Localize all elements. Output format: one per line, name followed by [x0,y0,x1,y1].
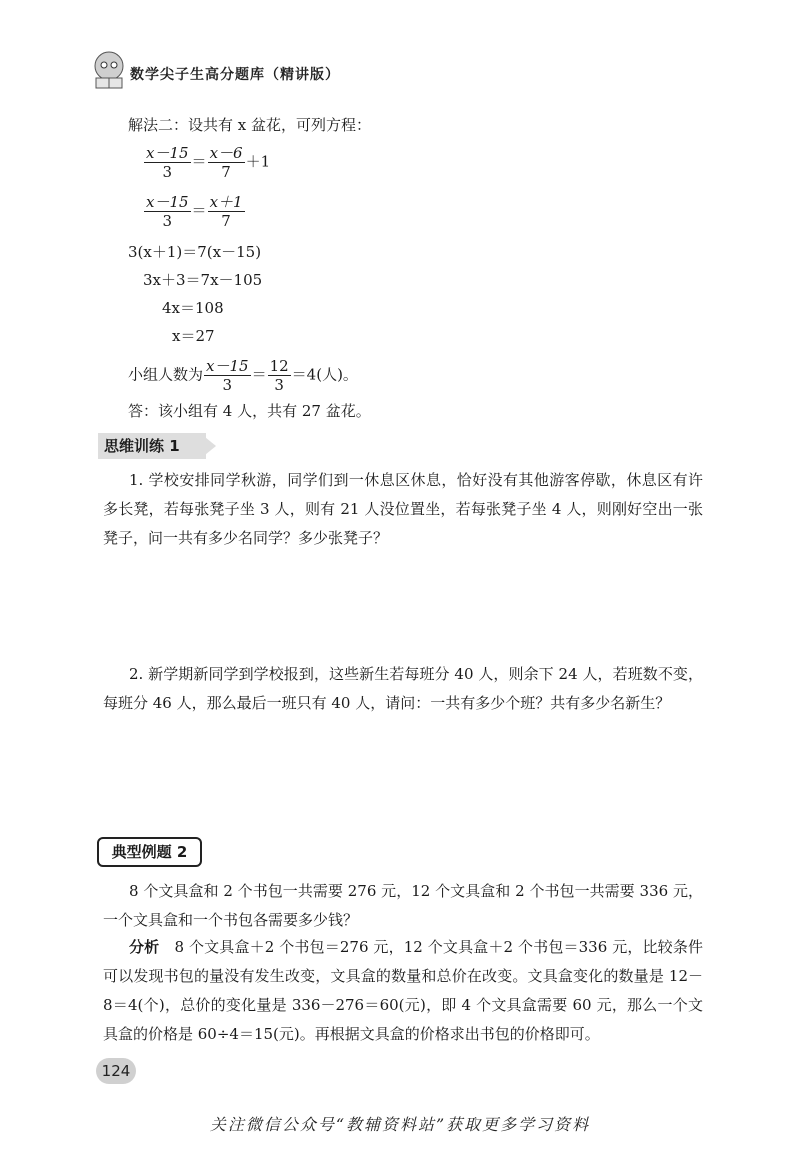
equation-1: $\frac{x-15}{3}$ ＝ $\frac{x-6}{7}$ ＋1 [146,144,271,181]
equation-5: 4x＝108 [162,299,224,317]
example-problem: 8 个文具盒和 2 个书包一共需要 276 元，12 个文具盒和 2 个书包一共需要 336 元，一个文具盒和一个书包各需要多少钱？ [103,882,703,929]
equation-4: 3x＋3＝7x－105 [143,271,263,289]
example-analysis [103,933,703,1049]
example-label: 典型例题 2 [97,837,202,867]
analysis-text: 8 个文具盒＋2 个书包＝276 元，12 个文具盒＋2 个书包＝336 元，比较条件可以发现书包的量没有发生改变，文具盒的数量和总价在改变。文具盒变化的数量是 12－8＝4(个)，总价的变化量是 336－276＝60(元)，即 4 个文具盒需要 60 元，那么一个文具盒的价格是 60÷4＝15(元)。再根据文具盒的价格求出书包的价格即可。 [103,938,703,1043]
analysis-label: 分析 [129,938,160,956]
mascot-icon [90,48,128,90]
training-question-1: 1. 学校安排同学秋游，同学们到一休息区休息，恰好没有其他游客停歇，休息区有许多长凳，若每张凳子坐 3 人，则有 21 人没位置坐，若每张凳子坐 4 人，则刚好空出一张凳子，问一共有多少名同学？多少张凳子？ [103,471,703,547]
training-label-arrow [200,433,216,459]
training-label: 思维训练 1 [98,433,206,459]
header-title: 数学尖子生高分题库（精讲版） [130,67,340,83]
solution-answer: 答：该小组有 4 人，共有 27 盆花。 [128,402,371,420]
footer-note: 关注微信公众号“教辅资料站”获取更多学习资料 [209,1115,591,1134]
equation-2: $\frac{x-15}{3}$ ＝ $\frac{x+1}{7}$ [146,193,243,230]
solution-intro: 解法二：设共有 x 盆花，可列方程： [128,116,371,134]
equation-3: 3(x＋1)＝7(x－15) [128,243,262,261]
group-size-line: 小组人数为 $\frac{x-15}{3}$ ＝ $\frac{12}{3}$ ＝4(人)。 [128,357,358,394]
equation-6: x＝27 [172,327,215,345]
page-number: 124 [101,1062,131,1080]
training-question-2: 2. 新学期新同学到学校报到，这些新生若每班分 40 人，则余下 24 人，若班数不变，每班分 46 人，那么最后一班只有 40 人，请问：一共有多少个班？共有多少名新生？ [103,665,703,712]
